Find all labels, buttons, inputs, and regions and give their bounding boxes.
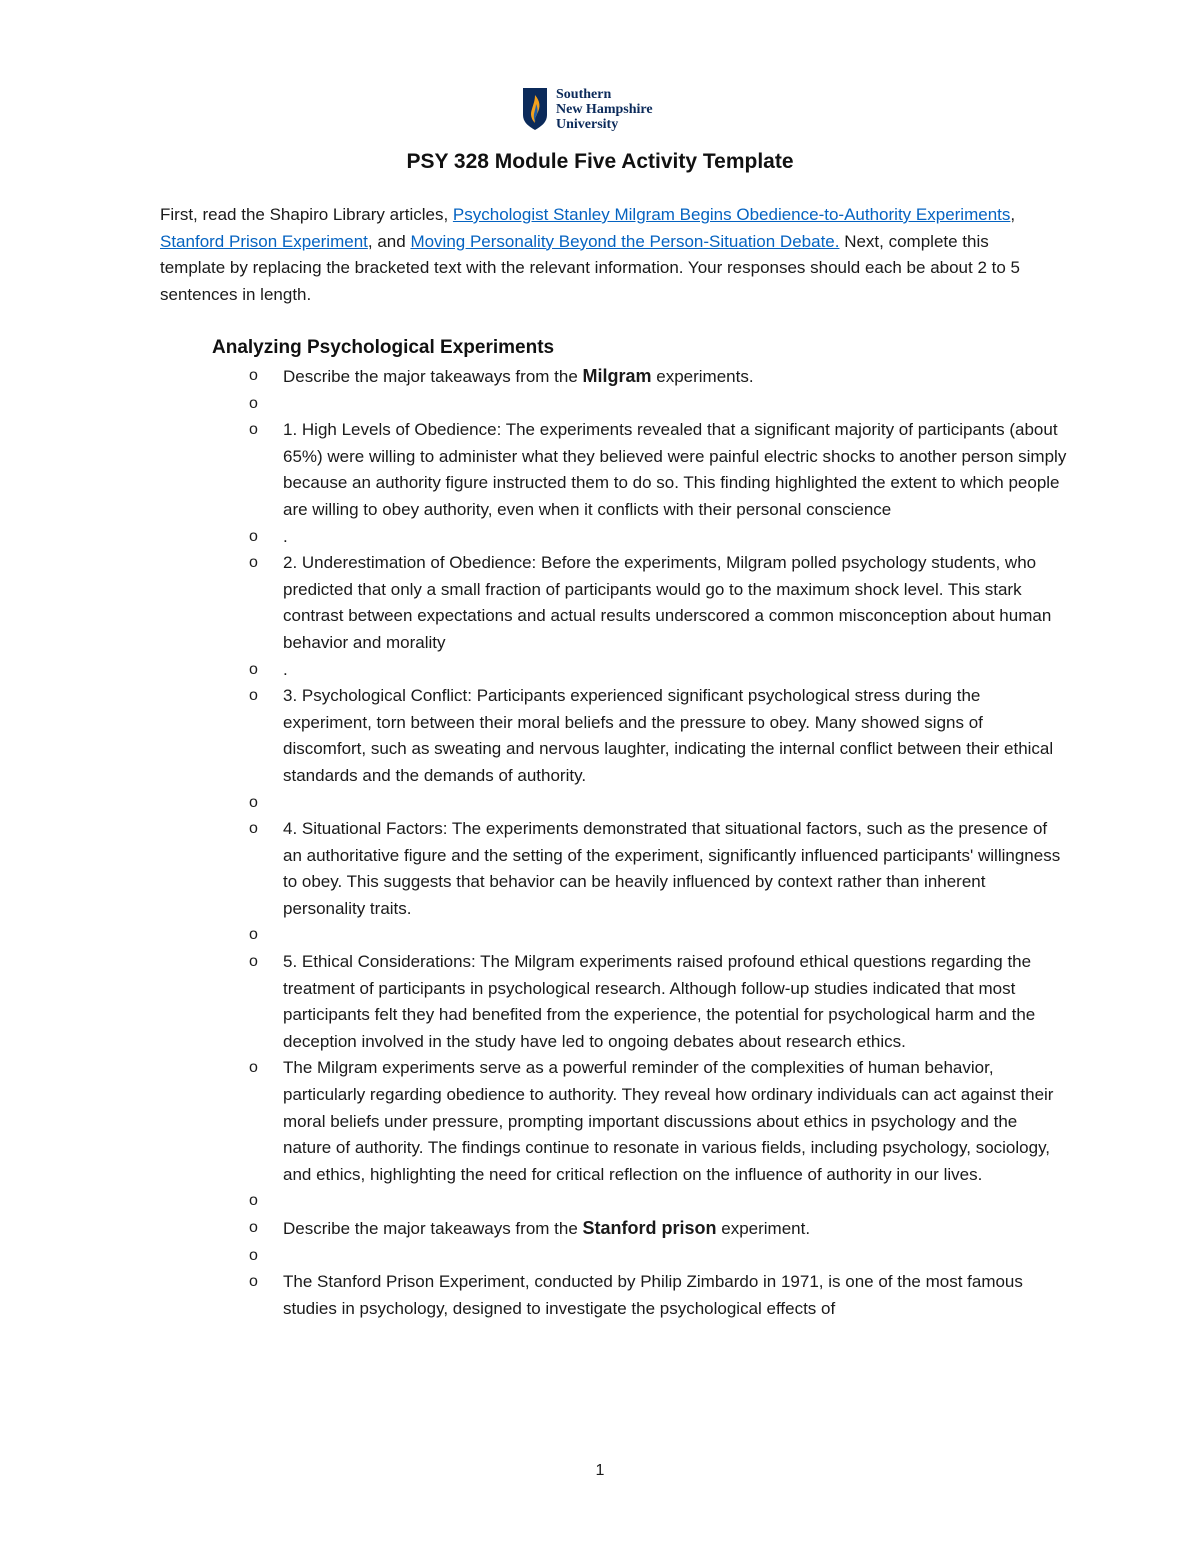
intro-sep-2: , and [367,231,411,251]
section-heading: Analyzing Psychological Experiments [212,337,555,358]
list-item-text: . [283,659,288,679]
list-item [249,391,1069,418]
list-item [249,1269,1069,1322]
takeaways-list [249,363,1069,1322]
bullet-glyph: o [249,421,258,439]
shield-flame-icon [522,87,548,131]
list-item-text: 3. Psychological Conflict: Participants experienced significant psychological stress during the experiment, torn between their moral beliefs and the pressure to obey. Many showed signs of discomfort, such as sweating and nervous laughter, indicating the internal conflict between their ethical standards and the demands of authority. [283,686,1054,785]
list-item-bold: Milgram [582,366,652,386]
list-item-text: Describe the major takeaways from the [283,1219,583,1238]
logo-line-3: University [556,116,619,132]
logo-wordmark [556,87,653,132]
list-item [249,657,1069,684]
link-stanford-article[interactable]: Stanford Prison Experiment [160,231,368,251]
intro-paragraph [160,202,1050,308]
bullet-glyph: o [249,1273,258,1291]
bullet-glyph: o [249,554,258,572]
list-item [249,524,1069,551]
list-item-text: 2. Underestimation of Obedience: Before the experiments, Milgram polled psychology students, who predicted that only a small fraction of participants would go to the maximum shock level. This stark contrast between expectations and actual results underscored a common misconception about human behavior and morality [283,553,1052,652]
bullet-glyph: o [249,926,258,944]
list-item-text: experiments. [651,367,754,386]
list-item-text: The Milgram experiments serve as a powerful reminder of the complexities of human behavior, particularly regarding obedience to authority. They reveal how ordinary individuals can act against their moral beliefs under pressure, prompting important discussions about ethics in psychology and the nature of authority. The findings continue to resonate in various fields, including psychology, sociology, and ethics, highlighting the need for critical reflection on the influence of authority in our lives. [283,1058,1054,1184]
list-item [249,922,1069,949]
list-item-text: 1. High Levels of Obedience: The experiments revealed that a significant majority of participants (about 65%) were willing to administer what they believed were painful electric shocks to another person simply because an authority figure instructed them to do so. This finding highlighted the extent to which people are willing to obey authority, even when it conflicts with their personal conscience [283,420,1067,519]
bullet-glyph: o [249,660,258,678]
list-item-text: 5. Ethical Considerations: The Milgram experiments raised profound ethical questions regarding the treatment of participants in psychological research. Although follow-up studies indicated that most participants felt they had benefited from the experience, the potential for psychological harm and the deception involved in the study have led to ongoing debates about research ethics. [283,952,1036,1051]
list-item [249,1243,1069,1270]
bullet-glyph: o [249,1059,258,1077]
list-item [249,683,1069,789]
list-item [249,1055,1069,1188]
list-item-milgram-prompt [249,363,1069,391]
bullet-glyph: o [249,527,258,545]
document-title: PSY 328 Module Five Activity Template [406,150,794,173]
list-item [249,417,1069,523]
list-item-bold: Stanford prison [582,1218,717,1238]
list-item-text: Describe the major takeaways from the [283,367,583,386]
logo-line-1: Southern [556,86,612,102]
intro-text-2: Next, complete this template by replacing the bracketed text with the relevant information. Your responses should each be about 2 to 5 sentences in length. [160,231,1020,304]
bullet-glyph: o [249,367,258,384]
university-logo [522,84,692,134]
bullet-glyph: o [249,1246,258,1264]
intro-text-1: First, read the Shapiro Library articles, [160,205,453,224]
link-milgram-article[interactable]: Psychologist Stanley Milgram Begins Obedience-to-Authority Experiments [452,205,1011,224]
list-item [249,816,1069,922]
bullet-glyph: o [249,1219,258,1236]
bullet-glyph: o [249,1192,258,1210]
list-item-text: . [283,526,288,546]
bullet-glyph: o [249,687,258,705]
intro-sep-1: , [1010,205,1016,224]
list-item-stanford-prompt [249,1215,1069,1243]
list-item-text: The Stanford Prison Experiment, conducted by Philip Zimbardo in 1971, is one of the most famous studies in psychology, designed to investigate the psychological effects of [283,1272,1023,1318]
bullet-glyph: o [249,820,258,838]
list-item [249,550,1069,656]
list-item-text: 4. Situational Factors: The experiments demonstrated that situational factors, such as the presence of an authoritative figure and the setting of the experiment, significantly influenced participants' willingness to obey. This suggests that behavior can be heavily influenced by context rather than inherent personality traits. [283,819,1061,918]
bullet-glyph: o [249,953,258,971]
bullet-glyph: o [249,394,258,412]
bullet-glyph: o [249,793,258,811]
list-item [249,1188,1069,1215]
list-item-text: experiment. [716,1219,811,1238]
link-personality-article[interactable]: Moving Personality Beyond the Person-Situation Debate. [410,231,840,251]
page-number: 1 [595,1462,605,1479]
list-item [249,949,1069,1055]
list-item [249,790,1069,817]
logo-line-2: New Hampshire [556,101,653,117]
